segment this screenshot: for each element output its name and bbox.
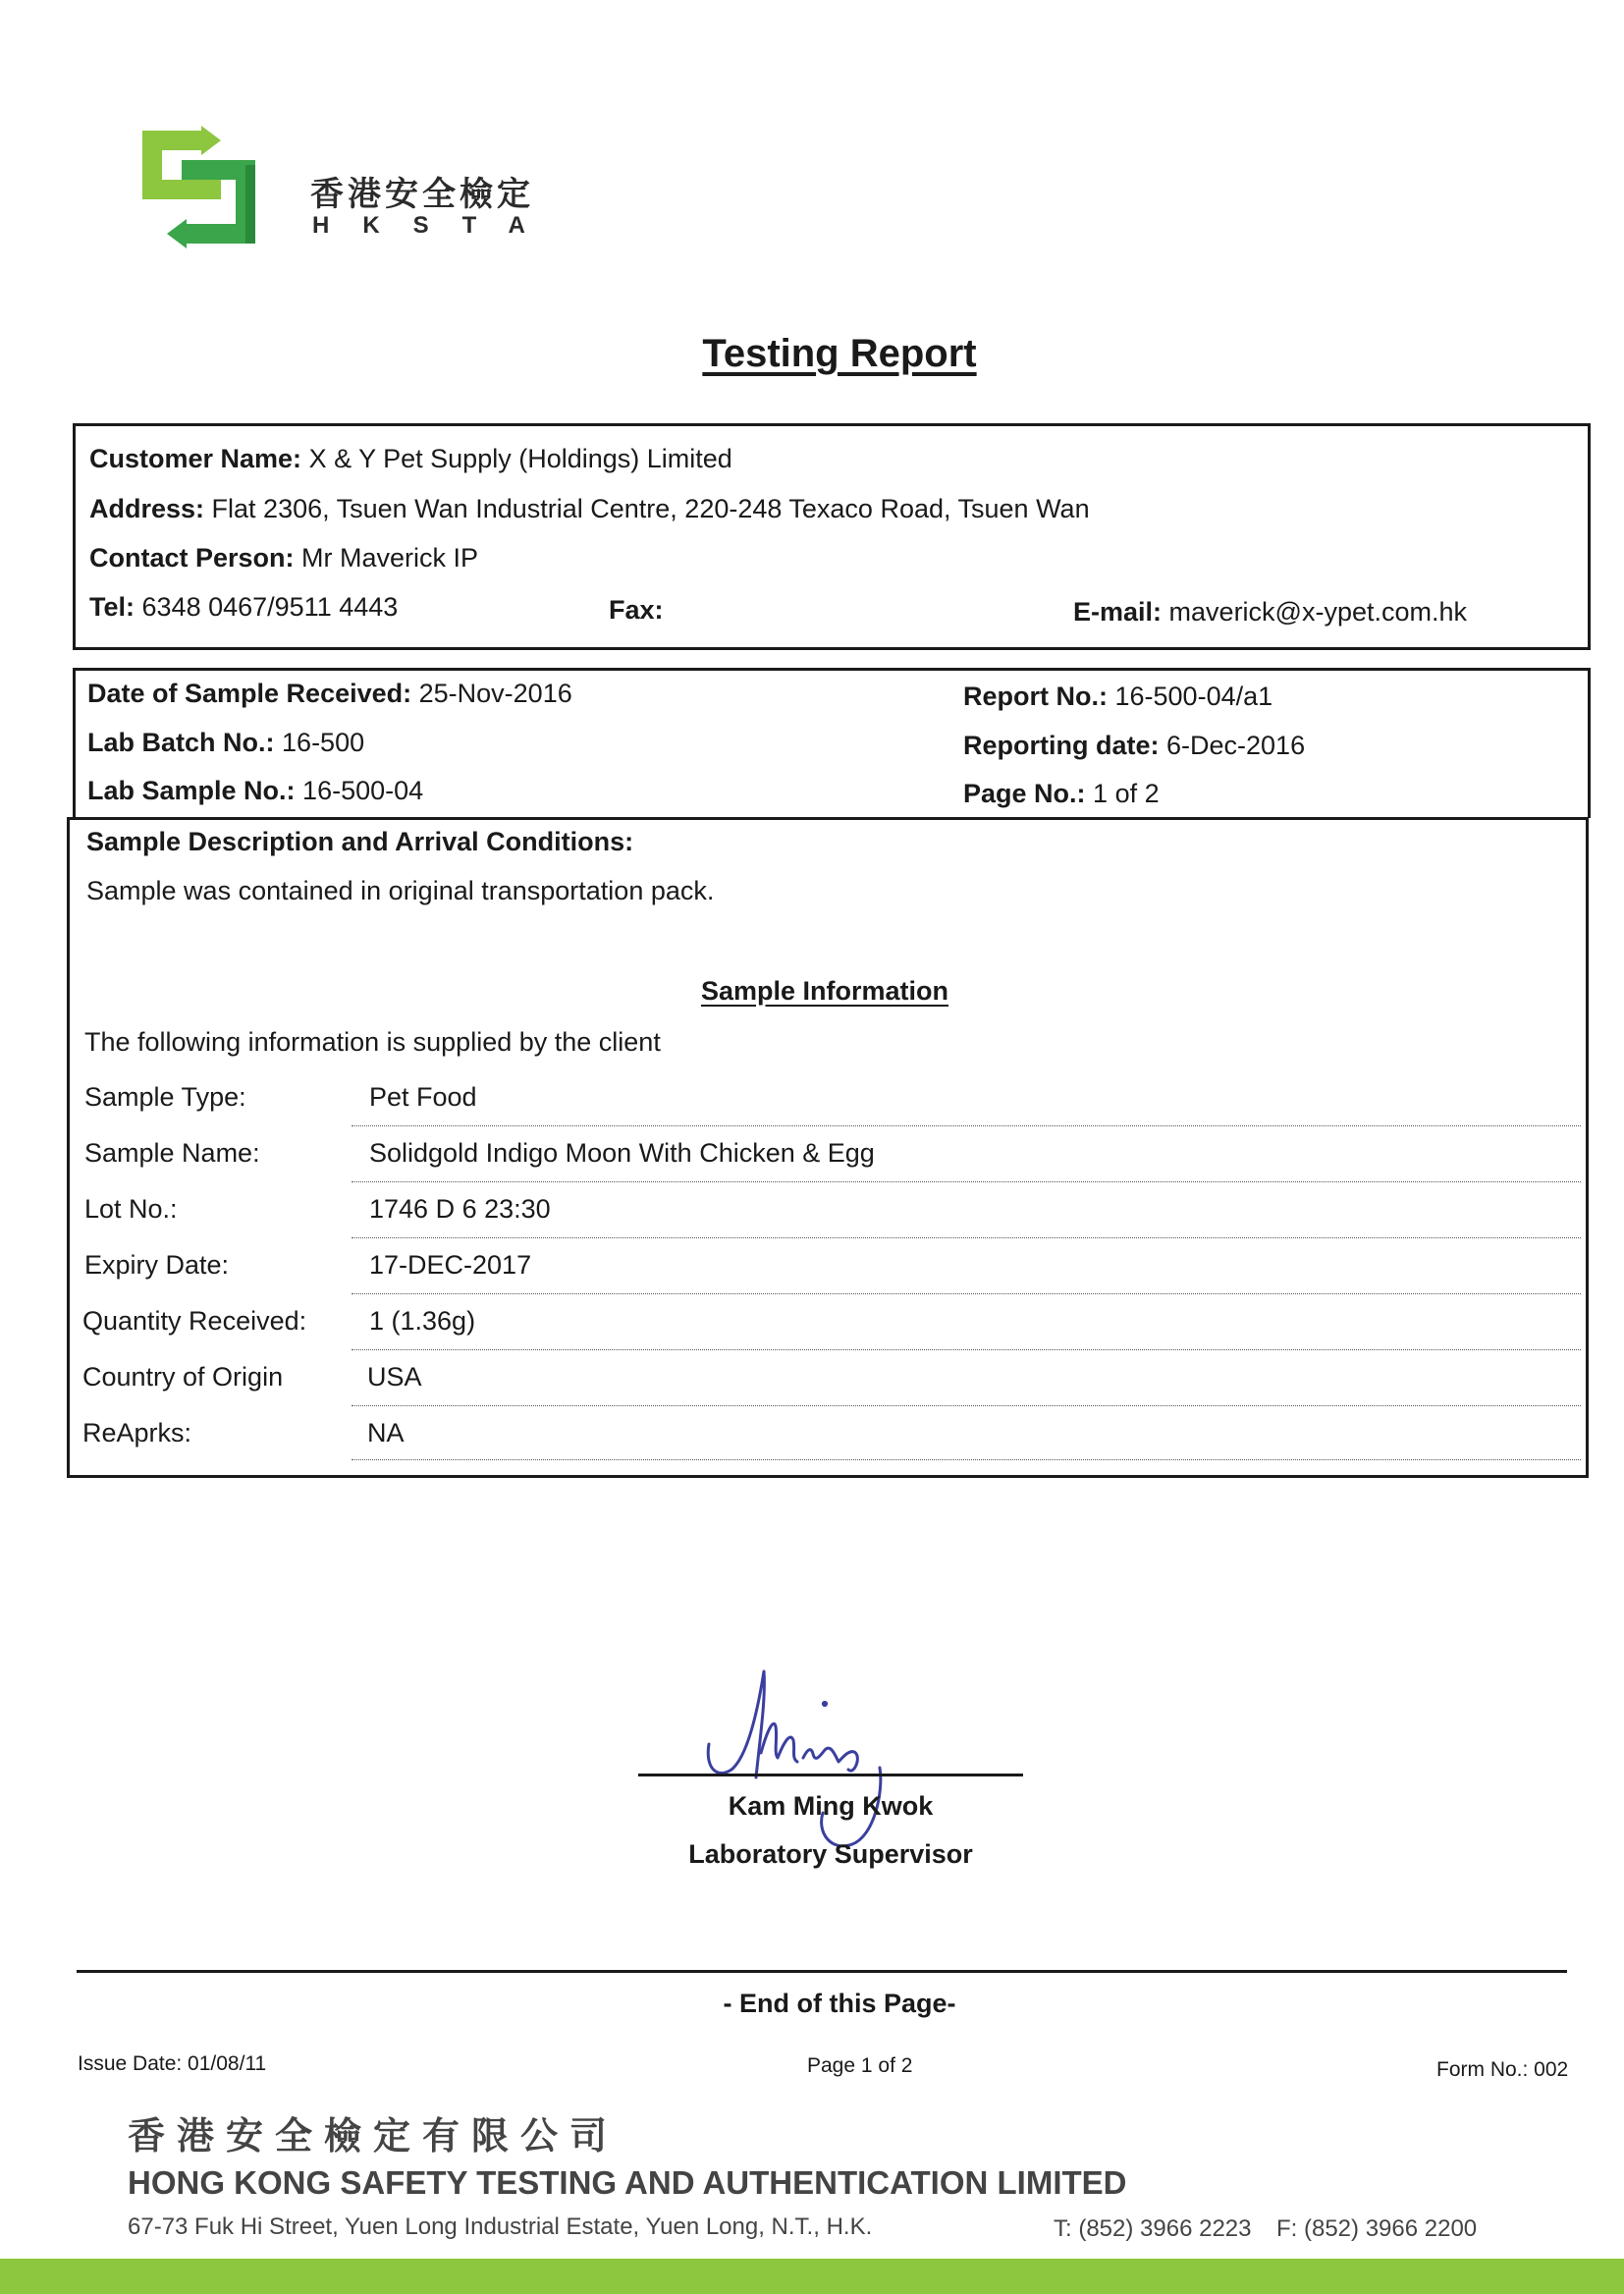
fax-label: Fax: — [609, 595, 664, 625]
company-phone: T: (852) 3966 2223 — [1054, 2215, 1252, 2242]
email-label: E-mail: — [1073, 597, 1163, 627]
customer-name-row — [89, 444, 732, 474]
info-divider — [352, 1459, 1581, 1460]
report-no-value: 16-500-04/a1 — [1114, 682, 1273, 711]
lab-sample-label: Lab Sample No.: — [87, 776, 296, 805]
date-received-label: Date of Sample Received: — [87, 679, 412, 708]
tel-row — [89, 592, 398, 623]
footer-green-band — [0, 2259, 1624, 2294]
reporting-date-row — [963, 731, 1305, 761]
info-divider — [352, 1181, 1581, 1182]
description-title: Sample Description and Arrival Conditions: — [86, 827, 634, 856]
address-label: Address: — [89, 494, 205, 523]
sample-information-title: Sample Information — [701, 976, 949, 1006]
customer-name-label: Customer Name: — [89, 444, 302, 473]
contact-row — [89, 543, 478, 574]
info-value-country: USA — [367, 1362, 422, 1392]
info-divider — [352, 1293, 1581, 1294]
logo-chinese-text: 香港安全檢定 — [310, 175, 534, 214]
tel-value: 6348 0467/9511 4443 — [141, 592, 399, 622]
hksta-logo-icon — [142, 126, 290, 248]
info-label-lot-no: Lot No.: — [84, 1194, 178, 1224]
page-no-label: Page No.: — [963, 779, 1086, 808]
contact-label: Contact Person: — [89, 543, 295, 573]
report-no-label: Report No.: — [963, 682, 1108, 711]
info-label-country: Country of Origin — [82, 1362, 284, 1392]
batch-row — [87, 728, 364, 758]
info-label-sample-name: Sample Name: — [84, 1138, 260, 1168]
end-of-page-text: - End of this Page- — [723, 1989, 956, 2018]
page-no-value: 1 of 2 — [1093, 779, 1160, 808]
contact-value: Mr Maverick IP — [301, 543, 479, 573]
reporting-date-value: 6-Dec-2016 — [1166, 731, 1306, 760]
info-divider — [352, 1237, 1581, 1238]
info-label-sample-type: Sample Type: — [84, 1082, 246, 1112]
info-value-expiry-date: 17-DEC-2017 — [369, 1250, 532, 1280]
email-row — [1073, 597, 1467, 628]
sample-information-intro: The following information is supplied by the client — [84, 1027, 661, 1057]
info-value-remarks: NA — [367, 1418, 405, 1447]
date-received-row — [87, 679, 572, 709]
footer-page-number: Page 1 of 2 — [807, 2054, 913, 2077]
lab-sample-value: 16-500-04 — [302, 776, 424, 805]
address-row — [89, 494, 1090, 524]
signatory-name: Kam Ming Kwok — [728, 1791, 934, 1821]
form-number: Form No.: 002 — [1436, 2058, 1569, 2081]
info-label-remarks: ReAprks: — [82, 1418, 192, 1447]
date-received-value: 25-Nov-2016 — [418, 679, 572, 708]
signatory-position: Laboratory Supervisor — [688, 1839, 973, 1869]
info-divider — [352, 1349, 1581, 1350]
info-value-lot-no: 1746 D 6 23:30 — [369, 1194, 551, 1224]
info-divider — [352, 1125, 1581, 1126]
fax-row — [609, 595, 664, 626]
logo-english-text: HKSTA — [312, 212, 559, 239]
lab-sample-row — [87, 776, 423, 806]
company-address: 67-73 Fuk Hi Street, Yuen Long Industrial Estate, Yuen Long, N.T., H.K. — [128, 2213, 873, 2240]
report-no-row — [963, 682, 1272, 712]
email-value: maverick@x-ypet.com.hk — [1168, 597, 1468, 627]
info-label-quantity: Quantity Received: — [82, 1306, 307, 1336]
reporting-date-label: Reporting date: — [963, 731, 1160, 760]
issue-date: Issue Date: 01/08/11 — [78, 2052, 267, 2075]
info-value-sample-name: Solidgold Indigo Moon With Chicken & Egg — [369, 1138, 875, 1168]
description-text: Sample was contained in original transportation pack. — [86, 876, 715, 905]
footer-rule — [77, 1970, 1567, 1973]
page-title: Testing Report — [702, 332, 977, 375]
batch-value: 16-500 — [282, 728, 365, 757]
company-english-name: HONG KONG SAFETY TESTING AND AUTHENTICATION LIMITED — [128, 2164, 1127, 2201]
info-value-quantity: 1 (1.36g) — [369, 1306, 476, 1336]
info-value-sample-type: Pet Food — [369, 1082, 477, 1112]
customer-name-value: X & Y Pet Supply (Holdings) Limited — [308, 444, 732, 473]
batch-label: Lab Batch No.: — [87, 728, 275, 757]
signature-line — [638, 1774, 1023, 1776]
info-divider — [352, 1405, 1581, 1406]
company-fax: F: (852) 3966 2200 — [1276, 2215, 1478, 2242]
address-value: Flat 2306, Tsuen Wan Industrial Centre, 220-248 Texaco Road, Tsuen Wan — [211, 494, 1090, 523]
info-label-expiry-date: Expiry Date: — [84, 1250, 230, 1280]
tel-label: Tel: — [89, 592, 135, 622]
company-chinese-name: 香港安全檢定有限公司 — [128, 2114, 620, 2157]
page-no-row — [963, 779, 1160, 809]
